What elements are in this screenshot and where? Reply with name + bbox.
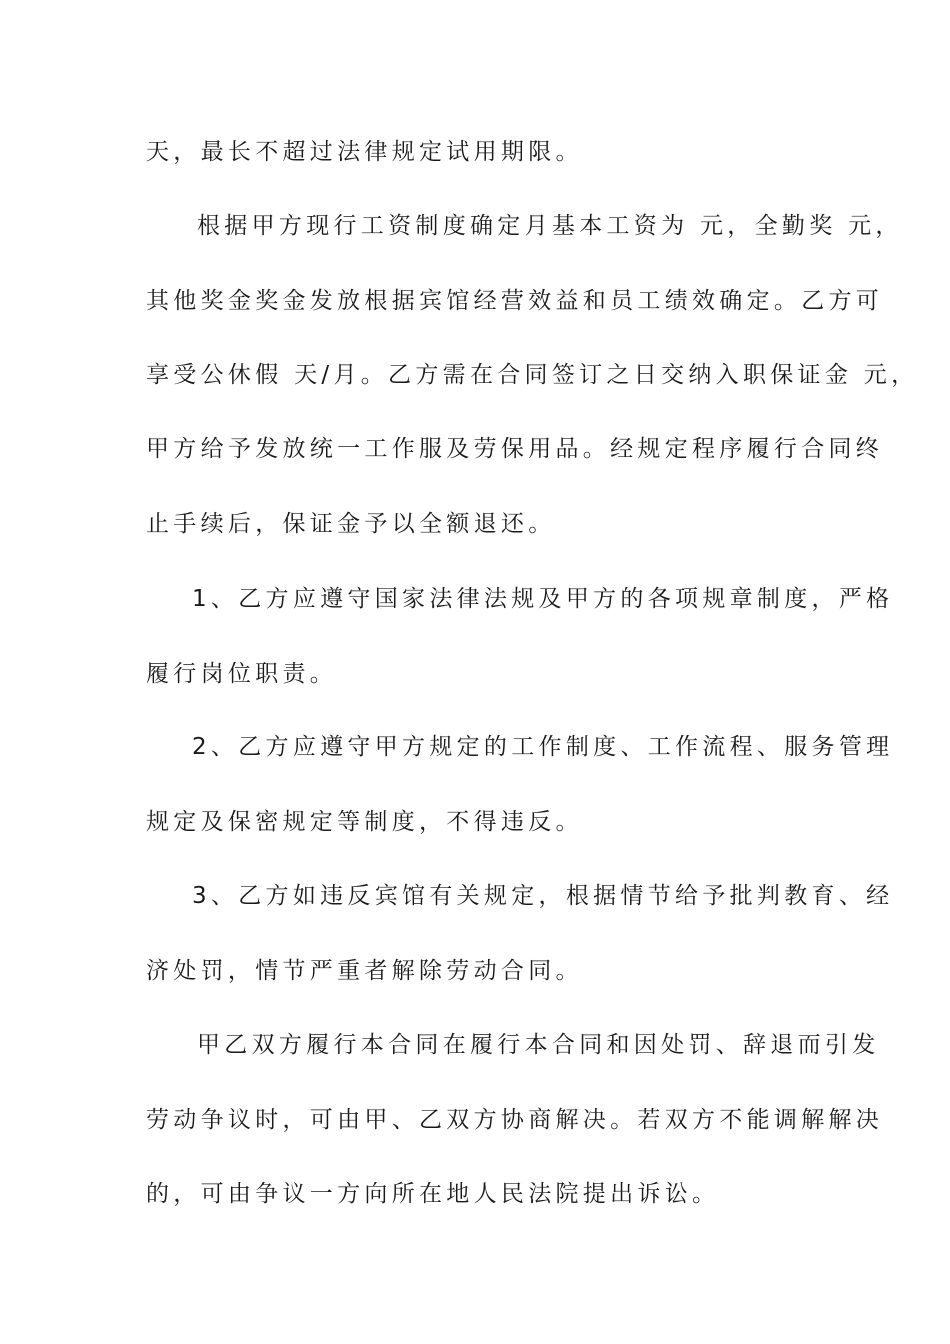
text-line: 的，可由争议一方向所在地人民法院提出诉讼。 [146, 1181, 720, 1207]
text-line: 根据甲方现行工资制度确定月基本工资为 元，全勤奖 元， [197, 213, 903, 239]
text-line: 甲方给予发放统一工作服及劳保用品。经规定程序履行合同终 [146, 436, 884, 462]
text-line: 规定及保密规定等制度，不得违反。 [146, 809, 583, 835]
text-line: 止手续后，保证金予以全额退还。 [146, 511, 556, 537]
text-line: 劳动争议时，可由甲、乙双方协商解决。若双方不能调解解决 [146, 1107, 884, 1133]
text-line: 天，最长不超过法律规定试用期限。 [146, 139, 583, 165]
text-line: 3、乙方如违反宾馆有关规定，根据情节给予批判教育、经 [192, 883, 894, 909]
text-line: 履行岗位职责。 [146, 661, 338, 687]
text-line: 甲乙双方履行本合同在履行本合同和因处罚、辞退而引发 [197, 1032, 880, 1058]
text-line: 其他奖金奖金发放根据宾馆经营效益和员工绩效确定。乙方可 [146, 288, 884, 314]
text-line: 济处罚，情节严重者解除劳动合同。 [146, 958, 583, 984]
text-line: 享受公休假 天/月。乙方需在合同签订之日交纳入职保证金 元， [146, 362, 919, 388]
text-line: 2、乙方应遵守甲方规定的工作制度、工作流程、服务管理 [192, 734, 894, 760]
text-line: 1、乙方应遵守国家法律法规及甲方的各项规章制度，严格 [192, 586, 894, 612]
